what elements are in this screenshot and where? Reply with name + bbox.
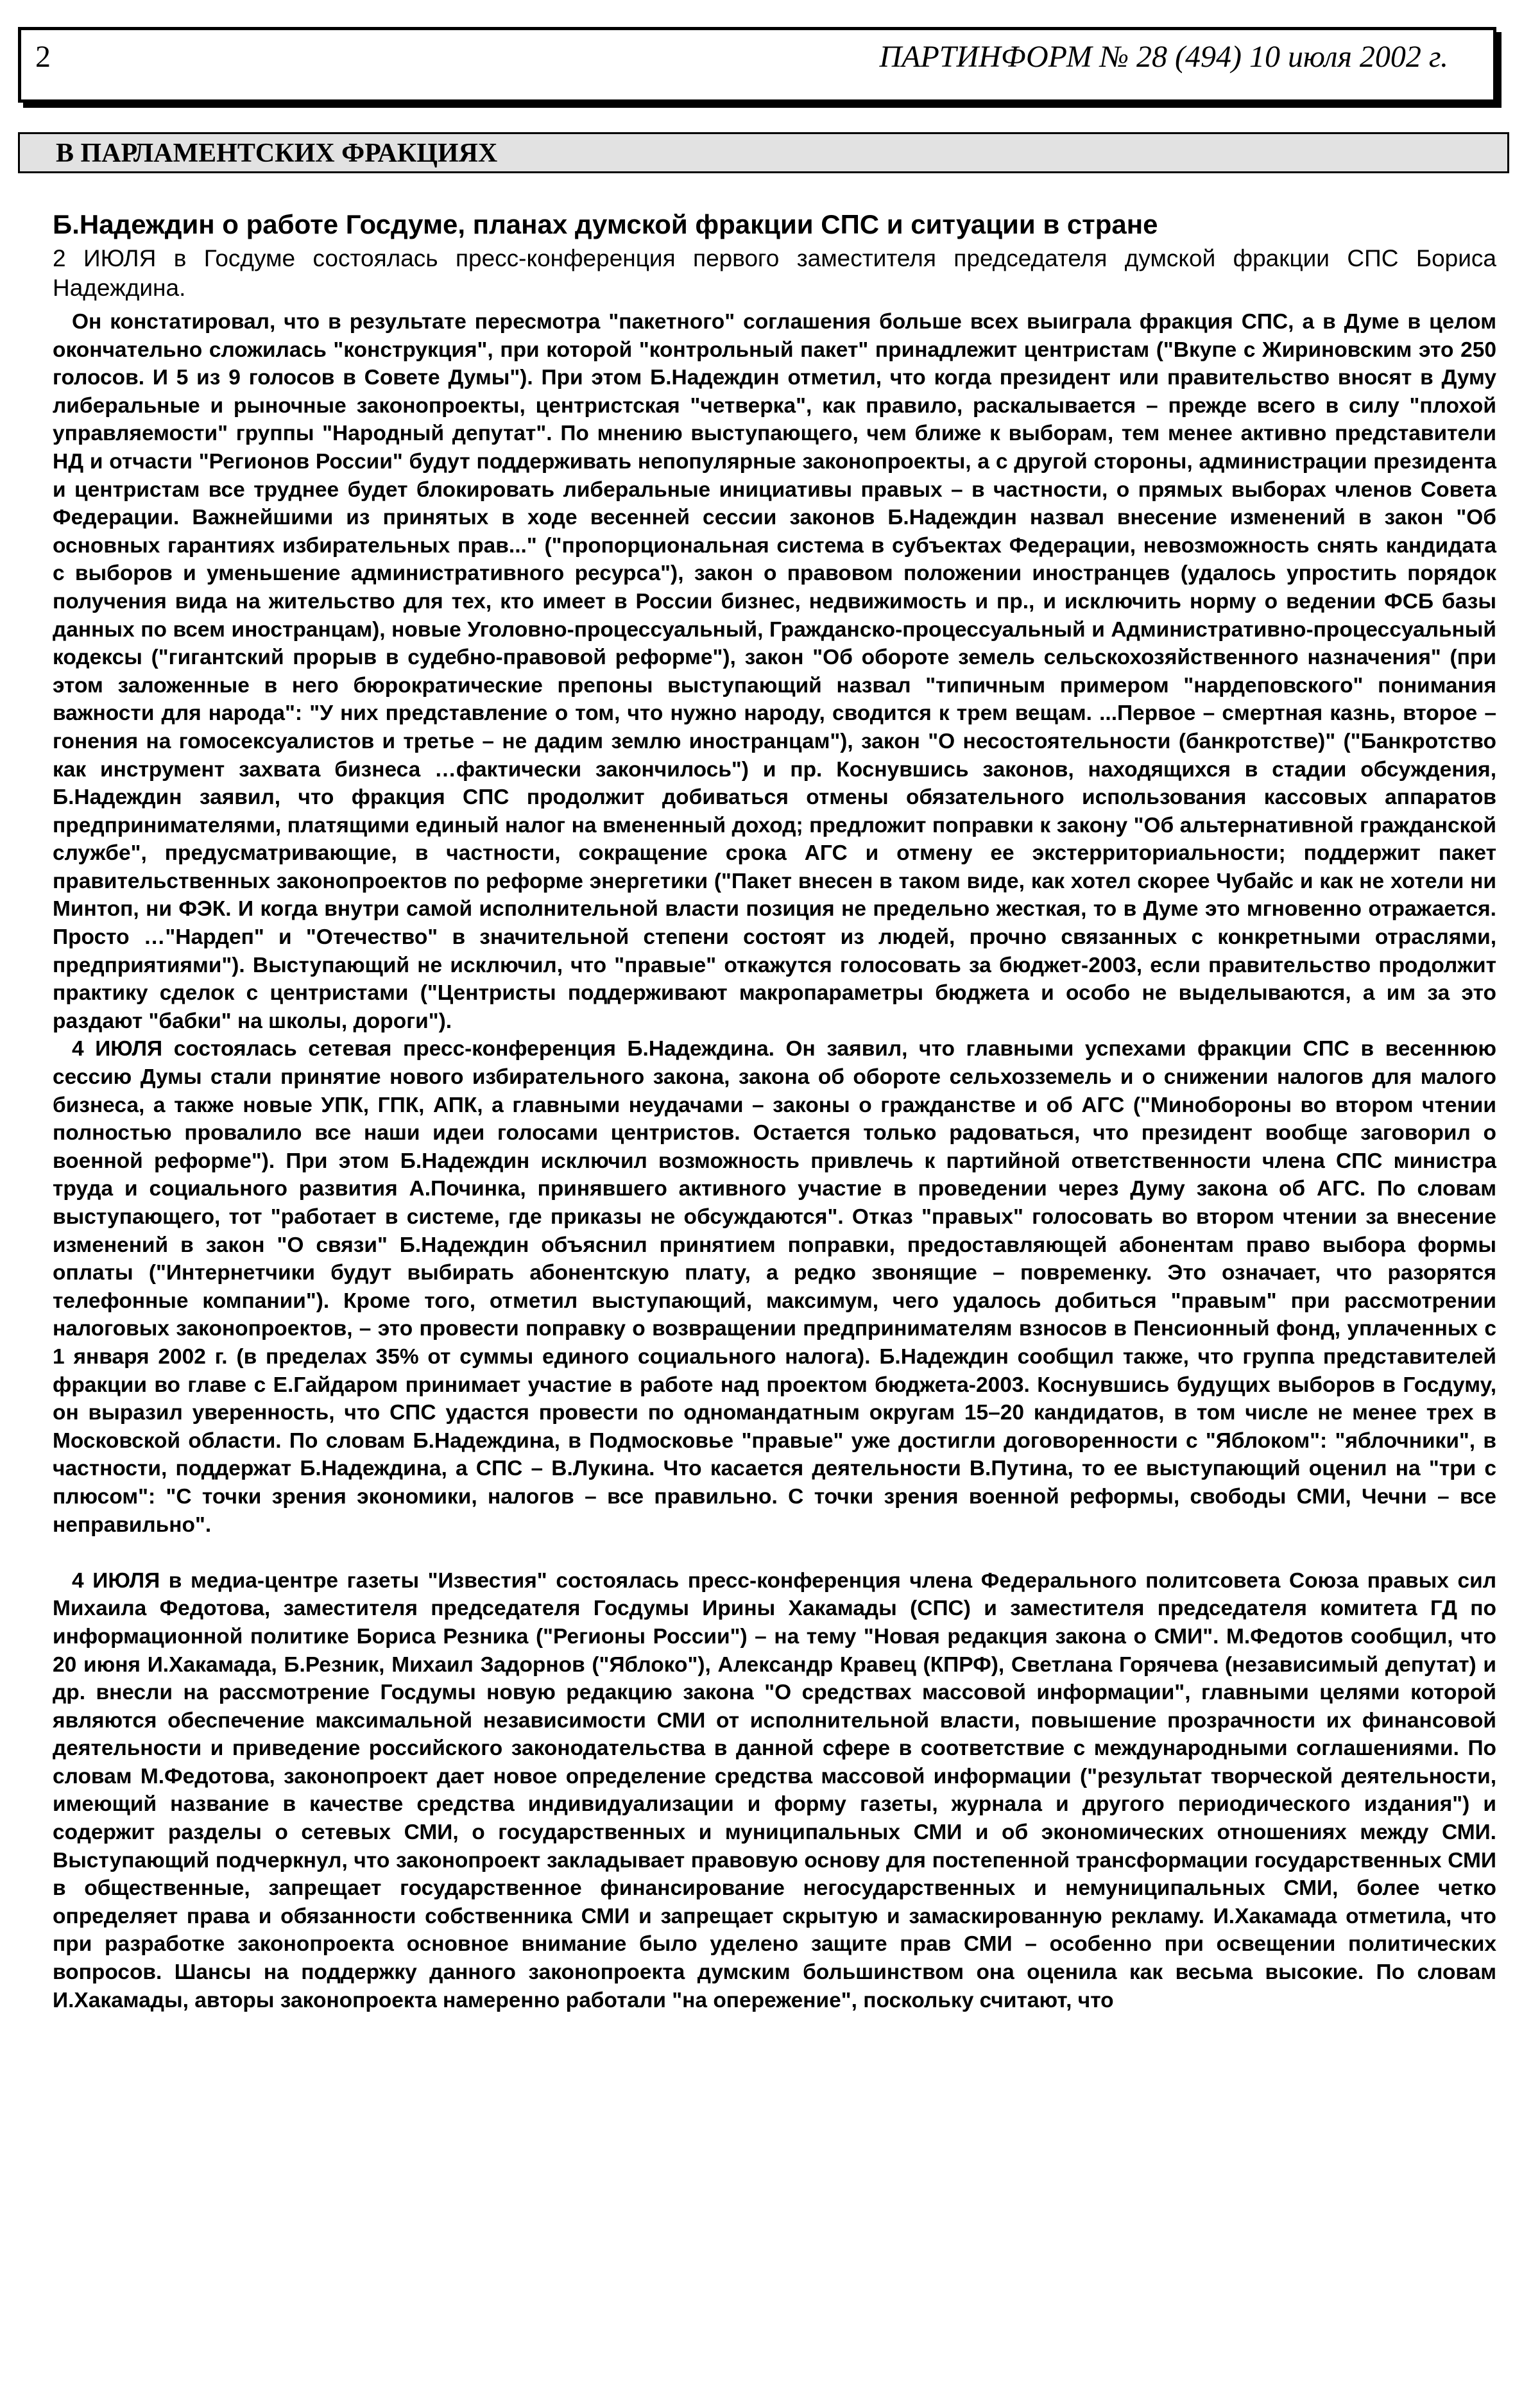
article-title: Б.Надеждин о работе Госдуме, планах думской фракции СПС и ситуации в стране (53, 209, 1158, 239)
article-body (53, 308, 1496, 2014)
section-heading-bar (18, 132, 1509, 173)
issue-info: ПАРТИНФОРМ № 28 (494) 10 июля 2002 г. (879, 40, 1448, 74)
page-header (18, 27, 1496, 103)
page-number: 2 (35, 40, 51, 74)
article-intro: 2 ИЮЛЯ в Госдуме состоялась пресс-конференция первого заместителя председателя думской фракции СПС Бориса Надеждина. (53, 245, 1496, 301)
section-heading: В ПАРЛАМЕНТСКИХ ФРАКЦИЯХ (56, 139, 498, 168)
paragraph: 4 ИЮЛЯ в медиа-центре газеты "Известия" состоялась пресс-конференция члена Федерального политсовета Союза правых сил Михаила Федотова, заместителя председателя Госдумы Ирины Хакамады (СПС) и заместителя председателя комитета ГД по информационной политике Бориса Резника ("Регионы России") – на тему "Новая редакция закона о СМИ". М.Федотов сообщил, что 20 июня И.Хакамада, Б.Резник, Михаил Задорнов ("Яблоко"), Александр Кравец (КПРФ), Светлана Горячева (независимый депутат) и др. внесли на рассмотрение Госдумы новую редакцию закона "О средствах массовой информации", главными целями которой являются обеспечение максимальной независимости СМИ от исполнительной власти, повышение прозрачности их финансовой деятельности и приведение российского законодательства в данной сфере в соответствие с международными соглашениями. По словам М.Федотова, законопроект дает новое определение средства массовой информации ("результат творческой деятельности, имеющий название в качестве средства индивидуализации и форму газеты, журнала и другого периодического издания") и содержит разделы о сетевых СМИ, о государственных и муниципальных СМИ и об экономических отношениях между СМИ. Выступающий подчеркнул, что законопроект закладывает правовую основу для постепенной трансформации государственных СМИ в общественные, запрещает государственное финансирование негосударственных и немуниципальных СМИ, более четко определяет права и обязанности собственника СМИ и запрещает скрытую и замаскированную рекламу. И.Хакамада отметила, что при разработке законопроекта основное внимание было уделено защите прав СМИ – особенно при освещении политических вопросов. Шансы на поддержку данного законопроекта думским большинством она оценила как весьма высокие. По словам И.Хакамады, авторы законопроекта намеренно работали "на опережение", поскольку считают, что (53, 1568, 1496, 2012)
paragraph: 4 ИЮЛЯ состоялась сетевая пресс-конференция Б.Надеждина. Он заявил, что главными успехами фракции СПС в весеннюю сессию Думы стали принятие нового избирательного закона, закона об обороте сельхозземель и о снижении налогов для малого бизнеса, а также новые УПК, ГПК, АПК, а главными неудачами – законы о гражданстве и об АГС ("Минобороны во втором чтении полностью провалило все наши идеи голосами центристов. Остается только радоваться, что президент вообще заговорил о военной реформе"). При этом Б.Надеждин исключил возможность привлечь к партийной ответственности члена СПС министра труда и социального развития А.Починка, принявшего активного участие в проведении через Думу закона об АГС. По словам выступающего, тот "работает в системе, где приказы не обсуждаются". Отказ "правых" голосовать во втором чтении за внесение изменений в закон "О связи" Б.Надеждин объяснил принятием поправки, предоставляющей абонентам право выбора формы оплаты ("Интернетчики будут выбирать абонентскую плату, а редко звонящие – повременку. Это означает, что разорятся телефонные компании"). Кроме того, отметил выступающий, максимум, чего удалось добиться "правым" при рассмотрении налоговых законопроектов, – это провести поправку о возвращении предпринимателям взносов в Пенсионный фонд, уплаченных с 1 января 2002 г. (в пределах 35% от суммы единого социального налога). Б.Надеждин сообщил также, что группа представителей фракции во главе с Е.Гайдаром принимает участие в работе над проектом бюджета-2003. Коснувшись будущих выборов в Госдуму, он выразил уверенность, что СПС удастся провести по одномандатным округам 15–20 кандидатов, в том числе не менее трех в Московской области. По словам Б.Надеждина, в Подмосковье "правые" уже достигли договоренности с "Яблоком": "яблочники", в частности, поддержат Б.Надеждина, а СПС – В.Лукина. Что касается деятельности В.Путина, то ее выступающий оценил на "три с плюсом": "С точки зрения экономики, налогов – все правильно. С точки зрения военной реформы, свободы СМИ, Чечни – все неправильно". (53, 1037, 1496, 1537)
paragraph: Он констатировал, что в результате пересмотра "пакетного" соглашения больше всех выиграла фракция СПС, а в Думе в целом окончательно сложилась "конструкция", при которой "контрольный пакет" принадлежит центристам ("Вкупе с Жириновским это 250 голосов. И 5 из 9 голосов в Совете Думы"). При этом Б.Надеждин отметил, что когда президент или правительство вносят в Думу либеральные и рыночные законопроекты, центристская "четверка", как правило, раскалывается – прежде всего в силу "плохой управляемости" группы "Народный депутат". По мнению выступающего, чем ближе к выборам, тем менее активно представители НД и отчасти "Регионов России" будут поддерживать непопулярные законопроекты, а с другой стороны, администрации президента и центристам все труднее будет блокировать либеральные инициативы правых – в частности, о прямых выборах членов Совета Федерации. Важнейшими из принятых в ходе весенней сессии законов Б.Надеждин назвал внесение изменений в закон "Об основных гарантиях избирательных прав..." ("пропорциональная система в субъектах Федерации, невозможность снять кандидата с выборов и уменьшение административного ресурса"), закон о правовом положении иностранцев (удалось упростить порядок получения вида на жительство для тех, кто имеет в России бизнес, недвижимость и пр., и исключить норму о ведении ФСБ базы данных по всем иностранцам), новые Уголовно-процессуальный, Гражданско-процессуальный и Административно-процессуальный кодексы ("гигантский прорыв в судебно-правовой реформе"), закон "Об обороте земель сельскохозяйственного назначения" (при этом заложенные в него бюрократические препоны выступающий назвал "типичным примером "нардеповского" понимания важности для народа": "У них представление о том, что нужно народу, сводится к трем вещам. ...Первое – смертная казнь, второе – гонения на гомосексуалистов и третье – не дадим землю иностранцам"), закон "О несостоятельности (банкротстве)" ("Банкротство как инструмент захвата бизнеса …фактически закончилось") и пр. Коснувшись законов, находящихся в стадии обсуждения, Б.Надеждин заявил, что фракция СПС продолжит добиваться отмены обязательного использования кассовых аппаратов предпринимателями, платящими единый налог на вмененный доход; предложит поправки к закону "Об альтернативной гражданской службе", предусматривающие, в частности, сокращение срока АГС и отмену ее экстерриториальности; поддержит пакет правительственных законопроектов по реформе энергетики ("Пакет внесен в таком виде, как хотел скорее Чубайс и как не хотели ни Минтоп, ни ФЭК. И когда внутри самой исполнительной власти позиция не предельно жесткая, то в Думе это мгновенно отражается. Просто …"Нардеп" и "Отечество" в значительной степени состоят из людей, прочно связанных с конкретными отраслями, предприятиями"). Выступающий не исключил, что "правые" откажутся голосовать за бюджет-2003, если правительство продолжит практику сделок с центристами ("Центристы поддерживают макропараметры бюджета и особо не выделываются, а им за это раздают "бабки" на школы, дороги"). (53, 310, 1496, 1033)
